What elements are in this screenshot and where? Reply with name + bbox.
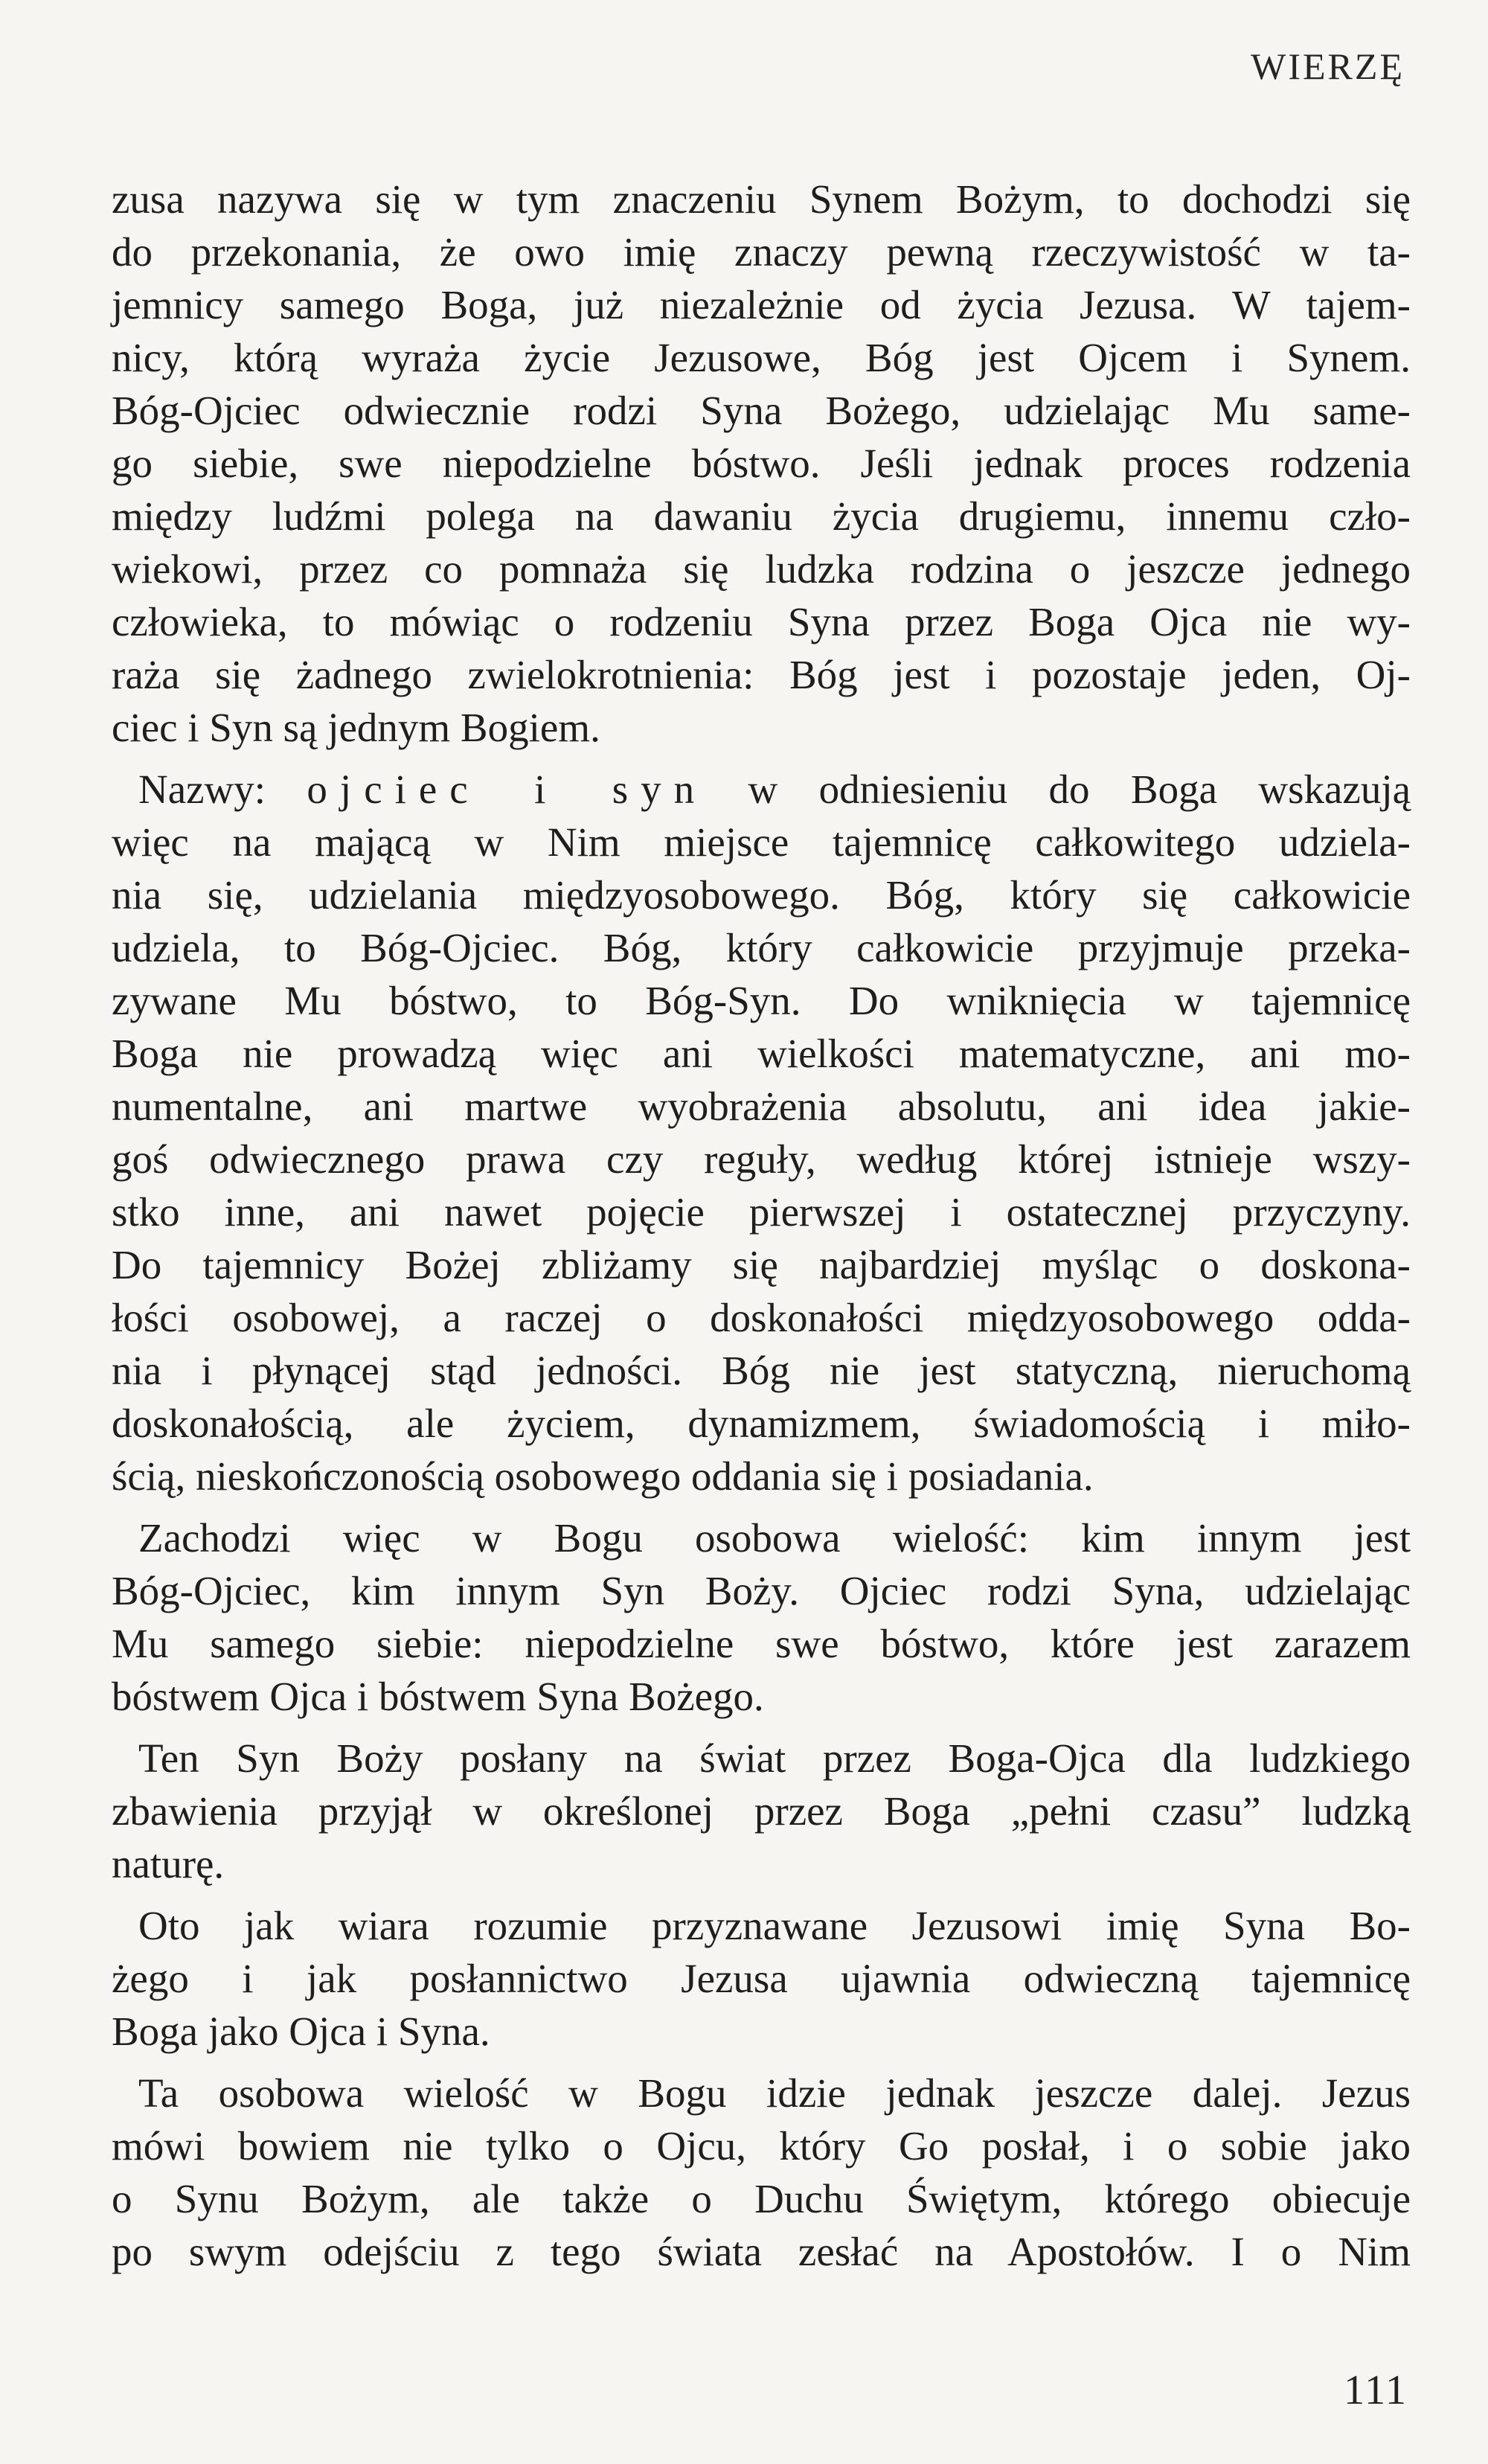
text-line: numentalne, ani martwe wyobrażenia absolutu, ani idea jakie- (112, 1084, 1411, 1129)
text-line: zywane Mu bóstwo, to Bóg-Syn. Do wniknięcia w tajemnicę (112, 978, 1411, 1023)
paragraph-1 (112, 173, 1411, 754)
running-title: WIERZĘ (1251, 45, 1405, 87)
paragraph-2 (112, 763, 1411, 1503)
text-line: doskonałością, ale życiem, dynamizmem, świadomością i miło- (112, 1401, 1411, 1446)
text-line: nicy, którą wyraża życie Jezusowe, Bóg jest Ojcem i Synem. (112, 335, 1411, 380)
text-line: stko inne, ani nawet pojęcie pierwszej i ostatecznej przyczyny. (112, 1189, 1411, 1235)
text-line: Ten Syn Boży posłany na świat przez Boga-Ojca dla ludzkiego (138, 1735, 1411, 1781)
paragraph-4 (112, 1732, 1411, 1890)
text-line: udziela, to Bóg-Ojciec. Bóg, który całkowicie przyjmuje przeka- (112, 925, 1411, 970)
text-line: ciec i Syn są jednym Bogiem. (112, 705, 600, 750)
spaced-emphasis: ojciec i syn (307, 767, 708, 812)
text-line: wiekowi, przez co pomnaża się ludzka rodzina o jeszcze jednego (112, 546, 1411, 592)
text-line: Ta osobowa wielość w Bogu idzie jednak jeszcze dalej. Jezus (138, 2070, 1411, 2116)
text-line: Bóg-Ojciec odwiecznie rodzi Syna Bożego, udzielając Mu same- (112, 388, 1411, 433)
text-line-spaced (112, 763, 1411, 816)
text-line: ścią, nieskończonością osobowego oddania się i posiadania. (112, 1453, 1094, 1499)
text-line: Bóg-Ojciec, kim innym Syn Boży. Ojciec rodzi Syna, udzielając (112, 1568, 1411, 1613)
text-line: łości osobowej, a raczej o doskonałości międzyosobowego odda- (112, 1295, 1411, 1340)
text-line: między ludźmi polega na dawaniu życia drugiemu, innemu czło- (112, 493, 1411, 539)
text-line: Zachodzi więc w Bogu osobowa wielość: kim innym jest (138, 1515, 1411, 1561)
text-line: do przekonania, że owo imię znaczy pewną rzeczywistość w ta- (112, 229, 1411, 275)
text-line: żego i jak posłannictwo Jezusa ujawnia odwieczną tajemnicę (112, 1956, 1411, 2001)
text-line: zbawienia przyjął w określonej przez Boga „pełni czasu” ludzką (112, 1788, 1411, 1834)
text-line: raża się żadnego zwielokrotnienia: Bóg jest i pozostaje jeden, Oj- (112, 652, 1411, 697)
text-line: Mu samego siebie: niepodzielne swe bóstwo, które jest zarazem (112, 1621, 1411, 1666)
text-line: człowieka, to mówiąc o rodzeniu Syna przez Boga Ojca nie wy- (112, 599, 1411, 644)
text-line: naturę. (112, 1841, 225, 1887)
body-text (112, 173, 1411, 2278)
lead-word: Nazwy: (138, 767, 266, 812)
text-line: mówi bowiem nie tylko o Ojcu, który Go posłał, i o sobie jako (112, 2123, 1411, 2169)
text-line: nia i płynącej stąd jedności. Bóg nie jest statyczną, nieruchomą (112, 1348, 1411, 1393)
lead-suffix: w odniesieniu do Boga wskazują (748, 767, 1411, 812)
text-line: Do tajemnicy Bożej zbliżamy się najbardziej myśląc o doskona- (112, 1242, 1411, 1287)
paragraph-6 (112, 2067, 1411, 2278)
text-line: nia się, udzielania międzyosobowego. Bóg, który się całkowicie (112, 872, 1411, 918)
text-line: Oto jak wiara rozumie przyznawane Jezusowi imię Syna Bo- (138, 1903, 1411, 1948)
paragraph-5 (112, 1899, 1411, 2058)
page-number: 111 (1344, 2367, 1408, 2413)
text-line: go siebie, swe niepodzielne bóstwo. Jeśli jednak proces rodzenia (112, 441, 1411, 486)
text-line: Boga nie prowadzą więc ani wielkości matematyczne, ani mo- (112, 1031, 1411, 1076)
text-line: więc na mającą w Nim miejsce tajemnicę całkowitego udziela- (112, 819, 1411, 865)
text-line: goś odwiecznego prawa czy reguły, według której istnieje wszy- (112, 1136, 1411, 1182)
text-line: zusa nazywa się w tym znaczeniu Synem Bożym, to dochodzi się (112, 176, 1411, 222)
text-line: Boga jako Ojca i Syna. (112, 2009, 490, 2054)
text-line: jemnicy samego Boga, już niezależnie od życia Jezusa. W tajem- (112, 282, 1411, 327)
text-line: bóstwem Ojca i bóstwem Syna Bożego. (112, 1674, 764, 1719)
text-line: po swym odejściu z tego świata zesłać na Apostołów. I o Nim (112, 2229, 1411, 2274)
paragraph-3 (112, 1511, 1411, 1723)
text-line: o Synu Bożym, ale także o Duchu Świętym, którego obiecuje (112, 2176, 1411, 2221)
